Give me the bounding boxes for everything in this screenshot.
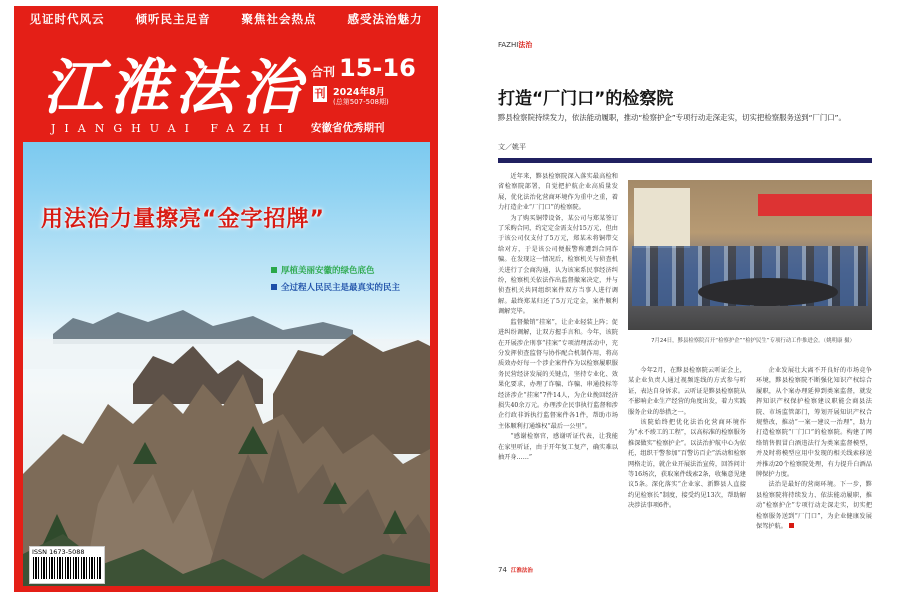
cover-slogans — [14, 6, 438, 32]
slogan: 倾听民主足音 — [135, 12, 211, 26]
green-square-icon — [271, 267, 277, 273]
blue-square-icon — [271, 284, 277, 290]
issn-text: ISSN 1673-5088 — [32, 548, 85, 556]
slogan: 感受法治魅力 — [347, 12, 423, 26]
magazine-cover — [14, 6, 438, 592]
issue-total: (总第507-508期) — [333, 98, 389, 106]
section-tag: FAZHI法治 — [498, 41, 533, 49]
article-title: 打造“厂门口”的检察院 — [498, 89, 674, 109]
issue-number: 15-16 — [339, 54, 416, 82]
issue-date: 2024年8月 — [333, 87, 386, 98]
page-number: 74 — [498, 566, 507, 574]
issue-label: 合刊 — [311, 65, 336, 79]
barcode-bars — [33, 557, 101, 579]
paragraph: 该院始终把优化法治化营商环境作为“永不竣工的工程”，以高标准的检察服务推深做实“检察护企”。以法治护航中心为依托，组织干警参加“百警访百企”活动和检察网格走访，就企业开展法治宣传，回答问计等16场次，获取案件线索2条，收集意见建议5条。深化落实“企业家、新黟县人直接约见检察长”制度，接受约见13次，帮助解决涉法事项6件。 — [628, 419, 746, 510]
text-column-1 — [498, 172, 618, 463]
magazine-title-pinyin: JIANGHUAI FAZHI — [51, 122, 292, 135]
text-column-2 — [628, 366, 746, 512]
cover-bullet: 全过程人民民主是最真实的民主 — [271, 281, 400, 293]
paragraph: 法治是最好的营商环境。下一步，黟县检察院将持续发力、依法能动履职，推动“检察护企”专项行动走深走实，切实把检察服务送到“厂门口”，为企业健康发展保驾护航。 — [756, 481, 872, 531]
cover-bullet: 厚植美丽安徽的绿色底色 — [271, 264, 400, 276]
photo-window — [634, 188, 690, 248]
cover-headline: 用法治力量擦亮“金字招牌” — [41, 207, 325, 232]
paragraph: 为了购买铜带设备，某公司与郑某签订了采购合同，约定定金需支付15万元，但由于该公司仅支付了5万元，郑某未将铜带交给对方，于是该公司便报警称遭到合同诈骗。在发现这一情况后，检察机关与侦查机关进行了会商沟通，认为该案系民事经济纠纷，检察机关依法作出监督撤案决定，并与侦查机关共同组织案件双方当事人进行调解。最终郑某归还了5万元定金，案件顺利调解完毕。 — [498, 214, 618, 316]
article-byline: 文／姚平 — [498, 143, 526, 151]
mountain-landscape — [23, 34, 430, 586]
paragraph: 监督撤销“挂案”，让企业轻装上阵；促进纠纷调解，让双方握手言和。今年，该院在开展涉企刑事“挂案”专项清理活动中，充分发挥侦查监督与协作配合机制作用，将高质效办好每一个涉企案件作为以检察履职服务民营经济发展的关键点，坚持专业化、效果化要求，办理了诈骗、诈骗、串通投标等经济涉企“挂案”7件14人，为企业挽回经济损失40余万元。办理涉企民事执行监督和涉企行政非诉执行监督案件各1件，帮助市场主体顺利打通维权“最后一公里”。 — [498, 318, 618, 430]
photo-table — [698, 278, 838, 306]
footer-magazine-name: 江淮法治 — [510, 568, 533, 574]
cover-bullets — [271, 264, 400, 298]
photo-banner — [758, 194, 872, 216]
cover-artwork — [23, 34, 430, 586]
paragraph: 今年2月，在黟县检察院云听证会上，某企业负责人通过视频连线的方式参与听证，表达自身诉求。云听证是黟县检察院从不影响企业生产经营的角度出发，着力实践服务企业的举措之一。 — [628, 367, 746, 416]
paragraph: 企业发展壮大离不开良好的市场竞争环境，黟县检察院不断强化知识产权综合履职，从个案办理延伸到类案监督，就发挥知识产权保护检察建议职能会商县法院、市场监管部门，筹划开展知识产权合规整改，推动“一案一建议一治理”，助力打造检察院“厂门口”的检察院。构建了网络销售假冒白酒违法行为类案监督模型，并及时将模型应用中发现的相关线索移送并推动20个检察院处理，有力提升白酒品牌保护力度。 — [756, 367, 872, 479]
page-footer — [498, 566, 533, 574]
slogan: 聚焦社会热点 — [241, 12, 317, 26]
slogan: 见证时代风云 — [29, 12, 105, 26]
paragraph: “感谢检察官，感谢听证代表，让我能在家里听证，由于开年复工复产，确实难以抽开身……” — [498, 433, 618, 461]
magazine-title: 江淮法治 — [43, 53, 307, 123]
text-column-3 — [756, 366, 872, 533]
divider-bar — [498, 158, 872, 163]
meeting-photo — [628, 180, 872, 330]
barcode — [29, 546, 105, 584]
calendar-icon: 刊 — [314, 87, 326, 100]
article-page — [488, 0, 908, 598]
award-text: 安徽省优秀期刊 — [311, 122, 385, 134]
photo-caption: 7月24日，黟县检察院召开“检察护企”“检护民生”专项行动工作推进会。（姚明康 摄） — [651, 338, 855, 344]
article-subtitle: 黟县检察院持续发力，依法能动履职，推动“检察护企”专项行动走深走实，切实把检察服务送到“厂门口”。 — [498, 113, 846, 122]
paragraph: 近年来，黟县检察院深入落实最高检和省检察院部署，自觉把护航企业高质量发展，优化法治化营商环境作为重中之重，着力打造企业“厂门口”的检察院。 — [498, 173, 618, 212]
end-mark-icon — [789, 523, 794, 528]
